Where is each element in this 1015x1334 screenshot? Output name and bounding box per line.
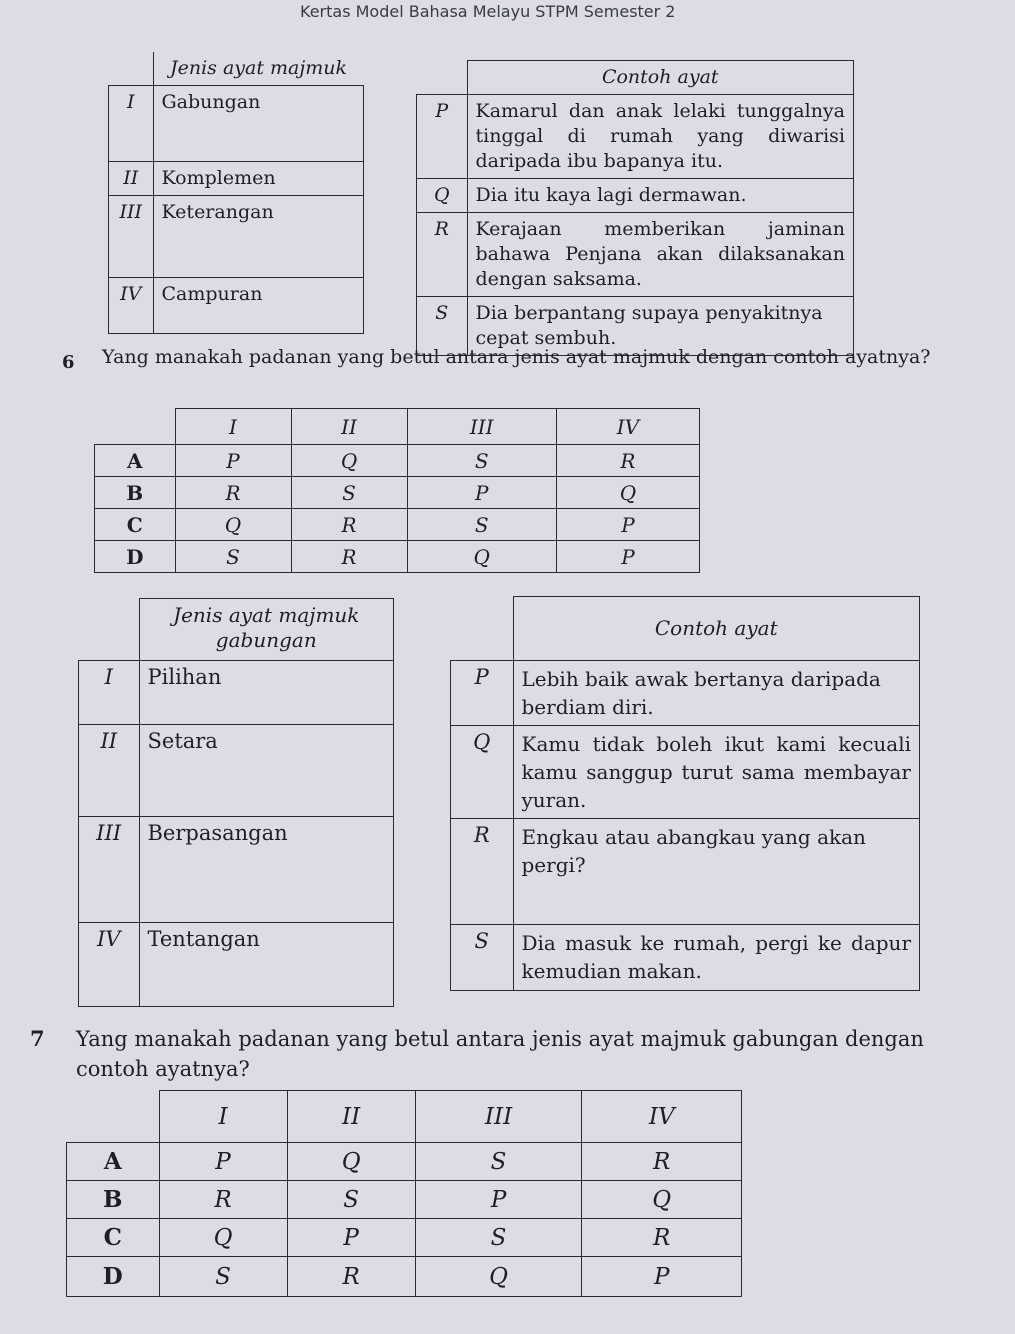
q7-option-value: Q	[582, 1181, 742, 1219]
q6-option-value: P	[407, 477, 556, 509]
q6-option-value: S	[291, 477, 407, 509]
q7-example-text: Kamu tidak boleh ikut kami kecuali kamu sanggup turut sama membayar yuran.	[513, 726, 920, 819]
q6-type-label: Gabungan	[153, 86, 364, 162]
q7-option-value: R	[582, 1143, 742, 1181]
q7-type-label: Pilihan	[139, 661, 394, 725]
q7-answer-table	[66, 1090, 742, 1297]
q7-answer-header: IV	[582, 1091, 742, 1143]
q7-example-key: S	[451, 925, 514, 991]
q6-example-text: Dia berpantang supaya penyakitnya cepat sembuh.	[467, 297, 854, 356]
q7-option-value: R	[287, 1257, 415, 1297]
q7-type-label: Tentangan	[139, 923, 394, 1007]
q6-type-label: Komplemen	[153, 162, 364, 196]
q7-type-key: III	[79, 817, 140, 923]
q6-option-row-d[interactable]	[95, 541, 700, 573]
page-header: Kertas Model Bahasa Melayu STPM Semester 2	[300, 2, 676, 21]
q6-option-label[interactable]: A	[95, 445, 176, 477]
q6-option-row-a[interactable]	[95, 445, 700, 477]
q6-option-value: S	[407, 445, 556, 477]
q7-example-key: P	[451, 661, 514, 726]
q6-number: 6	[62, 352, 75, 373]
q6-option-value: S	[175, 541, 291, 573]
q6-answer-header: II	[291, 409, 407, 445]
q7-type-label: Setara	[139, 725, 394, 817]
q6-example-key: S	[417, 297, 468, 356]
q6-option-row-b[interactable]	[95, 477, 700, 509]
q7-examples-table	[450, 596, 920, 991]
q7-option-label[interactable]: B	[67, 1181, 160, 1219]
q6-option-value: Q	[175, 509, 291, 541]
q6-option-label[interactable]: D	[95, 541, 176, 573]
q7-option-label[interactable]: D	[67, 1257, 160, 1297]
q6-option-value: R	[291, 541, 407, 573]
q7-number: 7	[30, 1026, 45, 1051]
q7-option-value: S	[415, 1143, 582, 1181]
q7-example-text: Engkau atau abangkau yang akan pergi?	[513, 819, 920, 925]
q7-option-value: Q	[159, 1219, 287, 1257]
q6-option-value: S	[407, 509, 556, 541]
q7-option-row-c[interactable]	[67, 1219, 742, 1257]
q6-example-key: R	[417, 213, 468, 297]
q7-option-value: Q	[415, 1257, 582, 1297]
q6-example-text: Dia itu kaya lagi dermawan.	[467, 179, 854, 213]
q6-option-row-c[interactable]	[95, 509, 700, 541]
q7-option-value: S	[159, 1257, 287, 1297]
q7-type-key: I	[79, 661, 140, 725]
q6-example-key: Q	[417, 179, 468, 213]
q6-types-header: Jenis ayat majmuk	[153, 52, 364, 86]
q6-option-value: R	[556, 445, 699, 477]
q6-type-key: III	[109, 196, 154, 278]
q6-type-key: I	[109, 86, 154, 162]
q6-option-value: Q	[556, 477, 699, 509]
q6-answer-header: IV	[556, 409, 699, 445]
q7-types-header: Jenis ayat majmuk gabungan	[139, 599, 394, 661]
q6-option-value: R	[175, 477, 291, 509]
q7-option-value: R	[159, 1181, 287, 1219]
q6-answer-header: III	[407, 409, 556, 445]
q7-type-label: Berpasangan	[139, 817, 394, 923]
q7-option-value: P	[287, 1219, 415, 1257]
q6-type-key: IV	[109, 278, 154, 334]
q6-question-text: Yang manakah padanan yang betul antara jenis ayat majmuk dengan contoh ayatnya?	[102, 346, 931, 368]
q7-answer-header: II	[287, 1091, 415, 1143]
q7-example-text: Lebih baik awak bertanya daripada berdiam diri.	[513, 661, 920, 726]
q7-answer-header: I	[159, 1091, 287, 1143]
q6-option-value: Q	[291, 445, 407, 477]
q6-examples-header: Contoh ayat	[467, 61, 854, 95]
q7-option-row-a[interactable]	[67, 1143, 742, 1181]
q6-option-value: P	[556, 509, 699, 541]
q6-option-value: R	[291, 509, 407, 541]
q6-types-table	[108, 52, 364, 334]
q7-option-value: S	[287, 1181, 415, 1219]
q6-answer-table	[94, 408, 700, 573]
q7-types-table	[78, 598, 394, 1007]
q7-example-text: Dia masuk ke rumah, pergi ke dapur kemudian makan.	[513, 925, 920, 991]
q7-answer-header: III	[415, 1091, 582, 1143]
q7-option-value: P	[159, 1143, 287, 1181]
q7-type-key: IV	[79, 923, 140, 1007]
q7-example-key: Q	[451, 726, 514, 819]
q7-option-row-d[interactable]	[67, 1257, 742, 1297]
q7-type-key: II	[79, 725, 140, 817]
q6-example-text: Kerajaan memberikan jaminan bahawa Penjana akan dilaksanakan dengan saksama.	[467, 213, 854, 297]
q7-option-value: P	[582, 1257, 742, 1297]
q7-example-key: R	[451, 819, 514, 925]
q6-example-key: P	[417, 95, 468, 179]
q6-option-value: Q	[407, 541, 556, 573]
q6-type-label: Campuran	[153, 278, 364, 334]
q7-option-label[interactable]: C	[67, 1219, 160, 1257]
q7-examples-header: Contoh ayat	[513, 597, 920, 661]
q6-type-label: Keterangan	[153, 196, 364, 278]
q7-option-label[interactable]: A	[67, 1143, 160, 1181]
q7-option-value: S	[415, 1219, 582, 1257]
q6-option-value: P	[175, 445, 291, 477]
q7-option-value: P	[415, 1181, 582, 1219]
q6-answer-header: I	[175, 409, 291, 445]
q7-option-row-b[interactable]	[67, 1181, 742, 1219]
q7-question-text: Yang manakah padanan yang betul antara jenis ayat majmuk gabungan dengan contoh ayatnya?	[76, 1027, 924, 1081]
q7-option-value: R	[582, 1219, 742, 1257]
q6-examples-table	[416, 60, 854, 356]
q6-type-key: II	[109, 162, 154, 196]
q6-example-text: Kamarul dan anak lelaki tunggalnya tinggal di rumah yang diwarisi daripada ibu bapanya itu.	[467, 95, 854, 179]
q6-option-label[interactable]: B	[95, 477, 176, 509]
q6-option-value: P	[556, 541, 699, 573]
q7-option-value: Q	[287, 1143, 415, 1181]
q6-option-label[interactable]: C	[95, 509, 176, 541]
